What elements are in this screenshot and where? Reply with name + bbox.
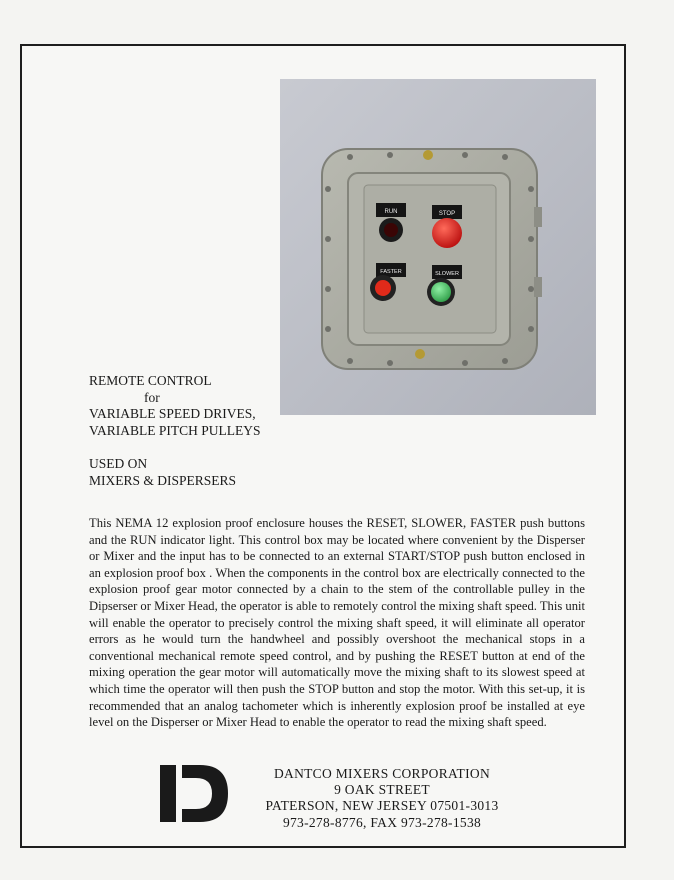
company-name: DANTCO MIXERS CORPORATION: [273, 766, 491, 781]
heading-line: REMOTE CONTROL: [89, 373, 212, 388]
heading-line: VARIABLE SPEED DRIVES,: [89, 406, 256, 421]
company-phone-fax: 973-278-8776, FAX 973-278-1538: [282, 814, 482, 830]
product-heading: [89, 373, 289, 489]
faster-label: FASTER: [380, 269, 402, 275]
heading-line: USED ON: [89, 456, 148, 471]
faster-button: [375, 280, 391, 296]
company-street: 9 OAK STREET: [334, 782, 430, 798]
company-city: PATERSON, NEW JERSEY 07501-3013: [265, 798, 499, 814]
company-info: [232, 766, 532, 831]
company-logo: [160, 765, 228, 822]
heading-line: MIXERS & DISPERSERS: [89, 472, 237, 488]
run-label: RUN: [384, 209, 398, 215]
control-box-photo: [280, 79, 596, 415]
slower-label: SLOWER: [435, 271, 459, 277]
slower-button: [431, 282, 451, 302]
description-paragraph: This NEMA 12 explosion proof enclosure houses the RESET, SLOWER, FASTER push buttons and the RUN indicator light. This control box may be located where convenient by the Disperser or Mixer and the input has to be connected to an external START/STOP push button enclosed in an explosion proof box . When the components in the control box are electrically connected to the explosion proof gear motor connected by a chain to the stem of the controllable pulley in the Dipserser or Mixer Head, the operator is able to remotely control the mixing shaft speed. This unit will enable the operator to precisely control the mixing shaft speed, it will eliminate all operator errors as he would turn the handwheel and possibly overshoot the mechanical stops in a conventional mechanical remote speed control, and by pushing the RESET button at end of the mixing operation the gear motor will automatically move the mixing shaft to its slowest speed at which time the operator will then push the STOP button and stop the motor. With this set-up, it is recommended that an analog tachometer which is inherently explosion proof be installed at eye level on the Disperser or Mixer Head to enable the operator to read the mixing shaft speed.: [89, 516, 585, 730]
stop-button: [432, 218, 462, 248]
heading-line: VARIABLE PITCH PULLEYS: [89, 422, 261, 438]
stop-label: STOP: [438, 211, 456, 217]
heading-line: for: [144, 389, 160, 405]
